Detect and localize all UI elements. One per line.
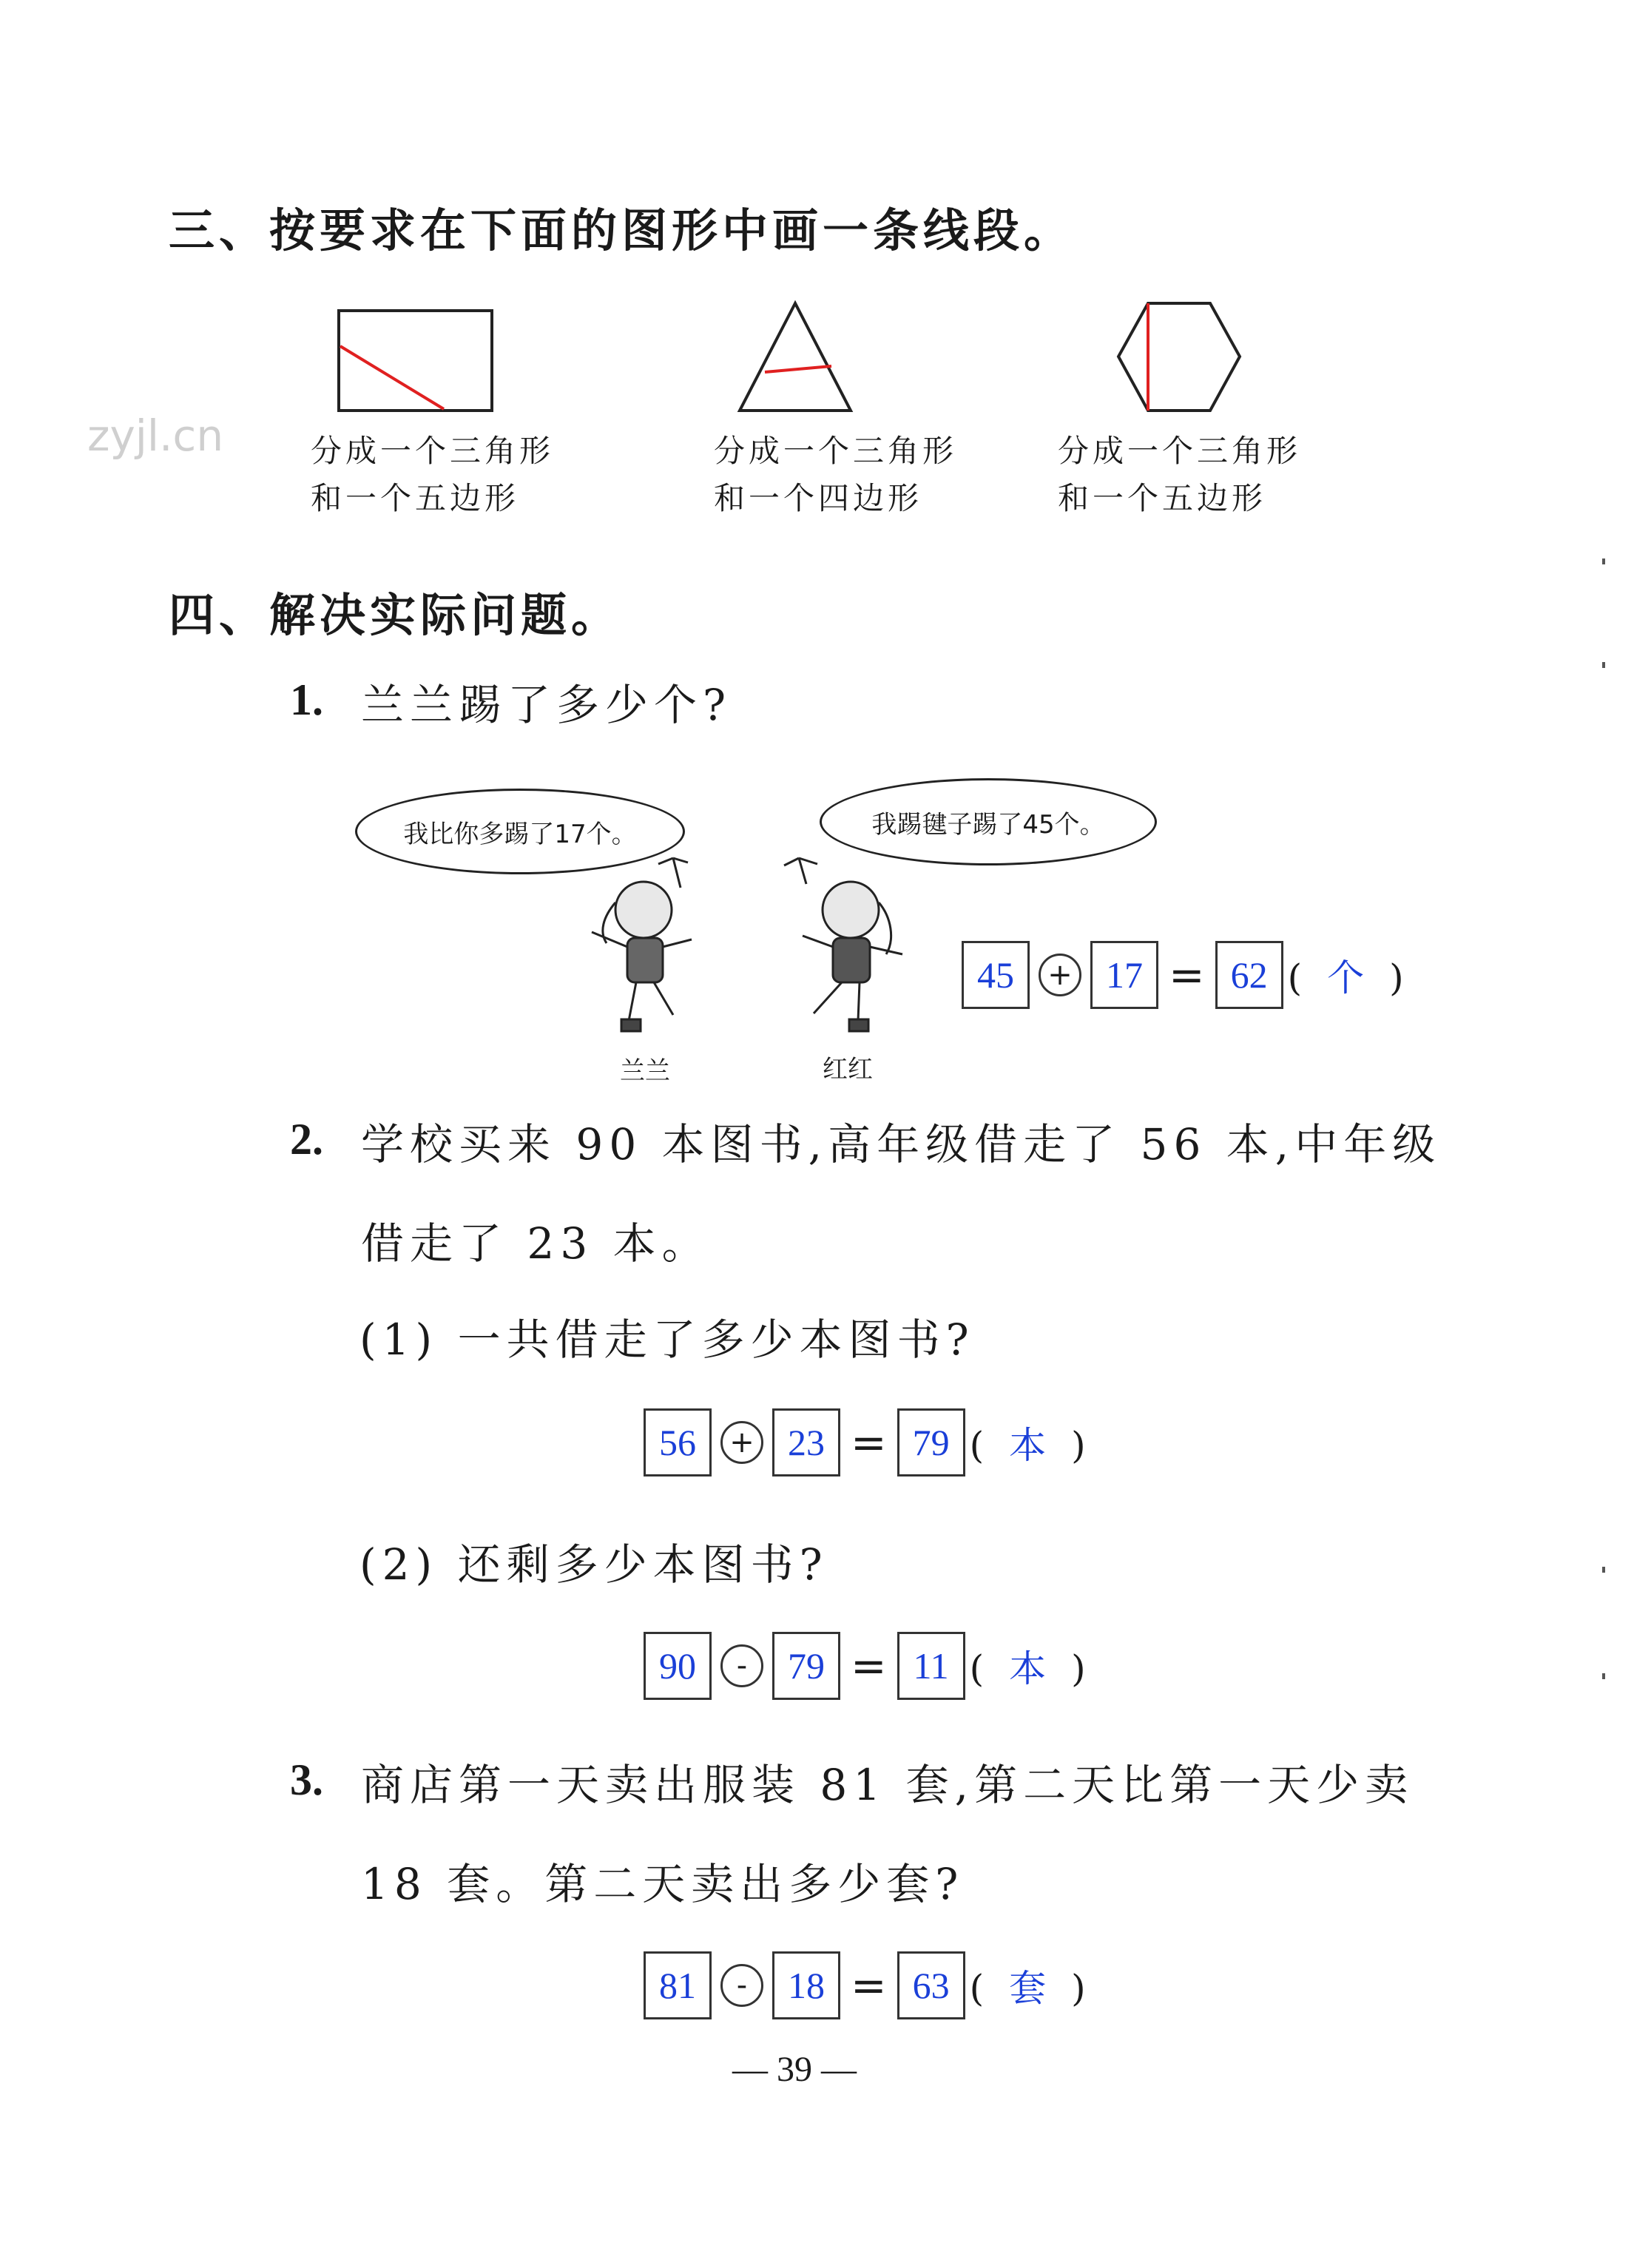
rectangle-cut-line [340, 346, 444, 409]
q2-eq1-paren-open: ( [969, 1424, 985, 1467]
q3-operand-a[interactable]: 81 [644, 1951, 712, 2019]
scan-speck [1602, 558, 1605, 564]
rectangle-shape [339, 311, 492, 411]
q3-operand-b[interactable]: 18 [772, 1951, 840, 2019]
q2-eq2-result[interactable]: 11 [897, 1632, 965, 1700]
triangle-cut-line [765, 366, 831, 372]
q3-unit-group [970, 1959, 1086, 2012]
q1-text: 兰兰踢了多少个? [361, 680, 732, 730]
caption-triangle: 分成一个三角形 和一个四边形 [714, 433, 958, 516]
shapes-figure [325, 296, 1287, 429]
q2-number: 2. [290, 1115, 323, 1164]
caption-hexagon: 分成一个三角形 和一个五边形 [1058, 433, 1302, 516]
caption-rectangle: 分成一个三角形 和一个五边形 [311, 433, 555, 516]
q2-eq1-operand-a[interactable]: 56 [644, 1408, 712, 1476]
q2-eq1-unit-group [970, 1416, 1086, 1469]
hexagon-shape [1118, 303, 1240, 411]
q1-operator[interactable]: + [1039, 954, 1081, 996]
triangle-shape [740, 303, 851, 411]
q3-equals: = [851, 1960, 887, 2011]
girl-honghong-figure [784, 858, 902, 1031]
q2-eq2-paren-close: ) [1071, 1647, 1086, 1690]
q3-unit[interactable]: 套 [1009, 1967, 1047, 2010]
q1-unit-group [1288, 948, 1404, 1002]
q3-number: 3. [290, 1755, 323, 1804]
q1-equals: = [1169, 950, 1205, 1000]
q1-operand-a[interactable]: 45 [962, 941, 1030, 1009]
q3-operator[interactable]: - [720, 1964, 763, 2007]
q3-paren-open: ( [969, 1967, 985, 2010]
q1-paren-open: ( [1287, 956, 1303, 999]
name-lanlan: 兰兰 [620, 1056, 670, 1086]
page-number: — 39 — [732, 2050, 857, 2089]
scan-speck [1602, 1567, 1605, 1573]
name-honghong: 红红 [823, 1055, 873, 1084]
speech-bubble-right-text: 我踢毽子踢了45个。 [871, 809, 1105, 840]
scan-speck [1602, 662, 1605, 668]
q2-sub1: (1) 一共借走了多少本图书? [359, 1314, 975, 1365]
q2-eq2-operand-b[interactable]: 79 [772, 1632, 840, 1700]
q2-eq2-operand-a[interactable]: 90 [644, 1632, 712, 1700]
section3-heading: 三、按要求在下面的图形中画一条线段。 [169, 203, 1075, 257]
q2-eq1-result[interactable]: 79 [897, 1408, 965, 1476]
q2-eq2-operator[interactable]: - [720, 1644, 763, 1687]
q3-text-line1: 商店第一天卖出服装 81 套,第二天比第一天少卖 [361, 1760, 1414, 1810]
q2-eq1-paren-close: ) [1071, 1424, 1086, 1467]
scan-speck [1602, 1673, 1605, 1679]
q3-equation [644, 1950, 1086, 2021]
q2-eq2-paren-open: ( [969, 1647, 985, 1690]
q2-eq1-equals: = [851, 1417, 887, 1468]
girls-illustration [562, 843, 932, 1050]
q2-eq2-unit[interactable]: 本 [1009, 1647, 1047, 1690]
q1-unit[interactable]: 个 [1327, 956, 1365, 999]
q2-equation1 [644, 1407, 1086, 1478]
q2-eq1-operator[interactable]: + [720, 1421, 763, 1464]
q1-paren-close: ) [1389, 956, 1404, 999]
q2-eq1-unit[interactable]: 本 [1009, 1424, 1047, 1467]
q1-result[interactable]: 62 [1215, 941, 1283, 1009]
q2-text-line1: 学校买来 90 本图书,高年级借走了 56 本,中年级 [361, 1119, 1442, 1170]
q1-equation [962, 939, 1404, 1010]
q2-text-line2: 借走了 23 本。 [361, 1218, 711, 1269]
q3-text-line2: 18 套。第二天卖出多少套? [361, 1859, 965, 1909]
speech-bubble-left-text: 我比你多踢了17个。 [403, 819, 637, 849]
q2-eq2-unit-group [970, 1639, 1086, 1692]
q2-eq1-operand-b[interactable]: 23 [772, 1408, 840, 1476]
q1-number: 1. [290, 675, 323, 724]
q3-paren-close: ) [1071, 1967, 1086, 2010]
q2-equation2 [644, 1630, 1086, 1701]
q1-operand-b[interactable]: 17 [1090, 941, 1158, 1009]
section4-heading: 四、解决实际问题。 [169, 588, 622, 642]
q3-result[interactable]: 63 [897, 1951, 965, 2019]
q2-sub2: (2) 还剩多少本图书? [359, 1539, 828, 1590]
girl-lanlan-figure [592, 858, 692, 1031]
q2-eq2-equals: = [851, 1641, 887, 1691]
watermark: zyjl.cn [87, 411, 224, 461]
